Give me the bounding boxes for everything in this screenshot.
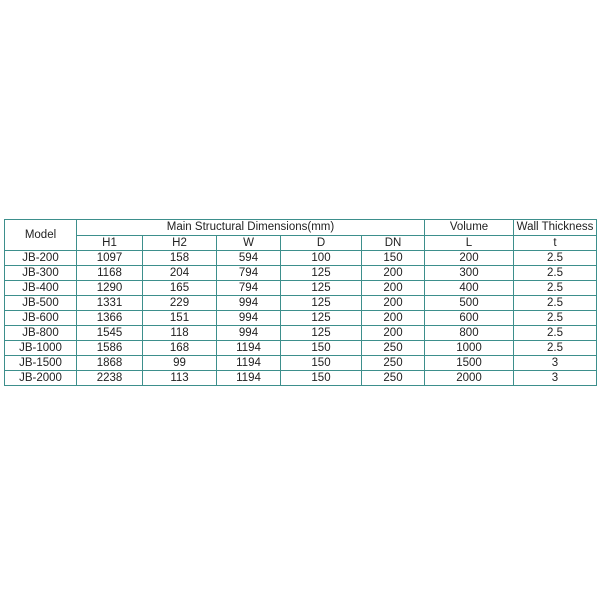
cell-l: 600 [425, 311, 514, 326]
cell-dn: 200 [362, 296, 425, 311]
cell-dn: 150 [362, 251, 425, 266]
cell-h1: 1097 [77, 251, 143, 266]
header-main-dimensions: Main Structural Dimensions(mm) [77, 220, 425, 236]
cell-w: 994 [217, 326, 281, 341]
cell-model: JB-1000 [5, 341, 77, 356]
cell-h2: 229 [143, 296, 217, 311]
cell-t: 2.5 [514, 251, 597, 266]
cell-h1: 1868 [77, 356, 143, 371]
cell-h1: 1545 [77, 326, 143, 341]
cell-t: 2.5 [514, 266, 597, 281]
cell-h2: 113 [143, 371, 217, 386]
table-body [5, 251, 597, 386]
cell-w: 594 [217, 251, 281, 266]
cell-model: JB-300 [5, 266, 77, 281]
cell-l: 1000 [425, 341, 514, 356]
cell-d: 125 [281, 296, 362, 311]
cell-w: 794 [217, 266, 281, 281]
cell-dn: 200 [362, 266, 425, 281]
cell-l: 1500 [425, 356, 514, 371]
cell-model: JB-200 [5, 251, 77, 266]
cell-dn: 250 [362, 356, 425, 371]
cell-h2: 165 [143, 281, 217, 296]
table-row [5, 251, 597, 266]
cell-h2: 99 [143, 356, 217, 371]
cell-t: 2.5 [514, 326, 597, 341]
header-row-1 [5, 220, 597, 236]
cell-h1: 1331 [77, 296, 143, 311]
table-row [5, 341, 597, 356]
cell-d: 150 [281, 371, 362, 386]
header-model: Model [5, 220, 77, 251]
table-row [5, 311, 597, 326]
dimensions-table [4, 219, 597, 386]
cell-dn: 200 [362, 326, 425, 341]
cell-l: 400 [425, 281, 514, 296]
cell-h2: 151 [143, 311, 217, 326]
cell-t: 3 [514, 356, 597, 371]
cell-t: 2.5 [514, 341, 597, 356]
cell-h1: 1168 [77, 266, 143, 281]
cell-w: 994 [217, 296, 281, 311]
cell-d: 100 [281, 251, 362, 266]
dimensions-table-container [4, 219, 596, 386]
table-row [5, 326, 597, 341]
cell-h2: 118 [143, 326, 217, 341]
cell-model: JB-2000 [5, 371, 77, 386]
cell-l: 2000 [425, 371, 514, 386]
table-row [5, 296, 597, 311]
subheader-dn: DN [362, 236, 425, 251]
cell-model: JB-1500 [5, 356, 77, 371]
cell-h2: 168 [143, 341, 217, 356]
cell-w: 1194 [217, 341, 281, 356]
cell-model: JB-800 [5, 326, 77, 341]
header-volume: Volume [425, 220, 514, 236]
cell-d: 150 [281, 341, 362, 356]
cell-model: JB-400 [5, 281, 77, 296]
cell-h1: 1366 [77, 311, 143, 326]
cell-l: 500 [425, 296, 514, 311]
subheader-d: D [281, 236, 362, 251]
subheader-h1: H1 [77, 236, 143, 251]
subheader-t: t [514, 236, 597, 251]
cell-h2: 158 [143, 251, 217, 266]
cell-l: 300 [425, 266, 514, 281]
cell-d: 125 [281, 311, 362, 326]
subheader-l: L [425, 236, 514, 251]
cell-d: 125 [281, 266, 362, 281]
cell-dn: 250 [362, 341, 425, 356]
cell-d: 125 [281, 326, 362, 341]
cell-l: 200 [425, 251, 514, 266]
cell-h2: 204 [143, 266, 217, 281]
cell-dn: 200 [362, 311, 425, 326]
cell-model: JB-500 [5, 296, 77, 311]
cell-w: 794 [217, 281, 281, 296]
cell-w: 994 [217, 311, 281, 326]
cell-model: JB-600 [5, 311, 77, 326]
table-row [5, 371, 597, 386]
cell-l: 800 [425, 326, 514, 341]
cell-w: 1194 [217, 371, 281, 386]
cell-dn: 250 [362, 371, 425, 386]
table-row [5, 356, 597, 371]
cell-t: 2.5 [514, 281, 597, 296]
table-row [5, 266, 597, 281]
cell-w: 1194 [217, 356, 281, 371]
subheader-w: W [217, 236, 281, 251]
cell-h1: 1586 [77, 341, 143, 356]
cell-h1: 2238 [77, 371, 143, 386]
cell-t: 3 [514, 371, 597, 386]
cell-d: 150 [281, 356, 362, 371]
subheader-h2: H2 [143, 236, 217, 251]
header-row-2 [5, 236, 597, 251]
cell-h1: 1290 [77, 281, 143, 296]
cell-d: 125 [281, 281, 362, 296]
table-row [5, 281, 597, 296]
cell-t: 2.5 [514, 296, 597, 311]
cell-dn: 200 [362, 281, 425, 296]
cell-t: 2.5 [514, 311, 597, 326]
header-wall-thickness: Wall Thickness [514, 220, 597, 236]
